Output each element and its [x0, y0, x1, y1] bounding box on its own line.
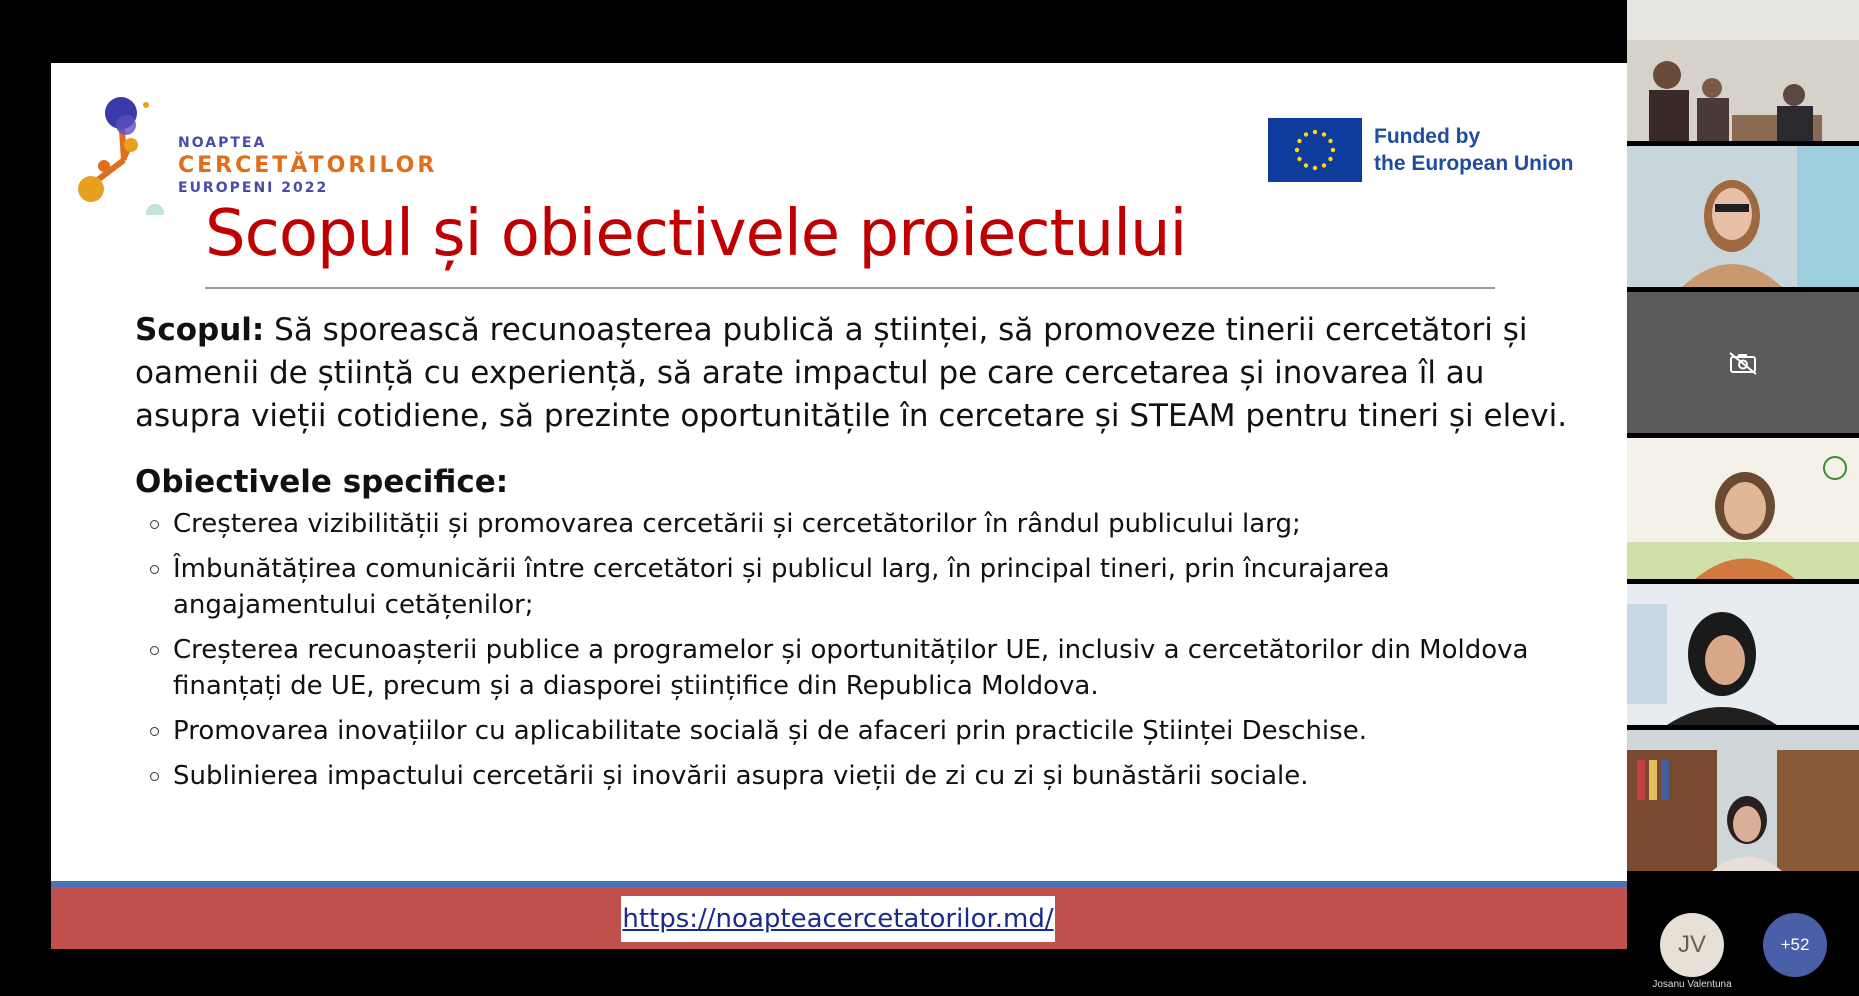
scope-label: Scopul:: [135, 312, 265, 348]
noaptea-cercetatorilor-logo: [76, 85, 438, 215]
objectives-heading: Obiectivele specifice:: [135, 464, 509, 500]
title-divider: [205, 287, 1495, 289]
participant-avatar[interactable]: JV: [1660, 913, 1724, 977]
eu-funded-line-2: the European Union: [1374, 152, 1574, 175]
participant-video-tile[interactable]: [1627, 730, 1859, 871]
objective-item: Creșterea vizibilității și promovarea cercetării și cercetătorilor în rândul publicului larg;: [135, 506, 1595, 542]
objective-item: Îmbunătățirea comunicării între cercetători și publicul larg, în principal tineri, prin încurajarea angajamentului cetățenilor;: [135, 551, 1595, 623]
slide-body: [135, 309, 1595, 803]
eu-funded-line-1: Funded by: [1374, 125, 1481, 148]
participant-name: Josanu Valentuna: [1652, 979, 1732, 990]
participant-video-tile[interactable]: [1627, 0, 1859, 141]
objective-item: Promovarea inovațiilor cu aplicabilitate socială și de afaceri prin practicile Științei Deschise.: [135, 713, 1595, 749]
slide-title: Scopul și obiectivele proiectului: [205, 197, 1187, 271]
scope-text: Să sporească recunoașterea publică a științei, să promoveze tinerii cercetători și oamenii de știință cu experiență, să arate impactul pe care cercetarea și inovarea îl au asupra vieții cotidiene, să prezinte oportunitățile în cercetare și STEAM pentru tineri și elevi.: [135, 312, 1568, 434]
footer-link-box: [621, 896, 1055, 942]
more-participants-button[interactable]: +52: [1763, 913, 1827, 977]
participants-panel: [1627, 0, 1859, 996]
scope-paragraph: [135, 309, 1595, 438]
molecule-logo-icon: [76, 85, 186, 215]
project-website-link[interactable]: https://noapteacercetatorilor.md/: [622, 904, 1054, 934]
objective-item: Creșterea recunoașterii publice a programelor și oportunităților UE, inclusiv a cercetătorilor din Moldova finanțați de UE, precum și a diasporei științifice din Republica Moldova.: [135, 632, 1595, 704]
shared-slide: [51, 63, 1627, 949]
eu-flag-icon: [1268, 118, 1362, 182]
participant-video-tile[interactable]: [1627, 146, 1859, 287]
logo-line-1: NOAPTEA: [178, 135, 267, 151]
objectives-list: [135, 506, 1595, 794]
objective-item: Sublinierea impactului cercetării și inovării asupra vieții de zi cu zi și bunăstării sociale.: [135, 758, 1595, 794]
logo-line-2: CERCETĂTORILOR: [178, 153, 438, 178]
camera-off-icon: [1728, 351, 1758, 375]
eu-funding-logo: [1268, 117, 1574, 183]
participant-camera-off-tile[interactable]: [1627, 292, 1859, 433]
logo-line-3: EUROPENI 2022: [178, 180, 329, 196]
footer-blue-band: [51, 881, 1627, 888]
participant-video-tile[interactable]: [1627, 438, 1859, 579]
participant-video-tile[interactable]: [1627, 584, 1859, 725]
